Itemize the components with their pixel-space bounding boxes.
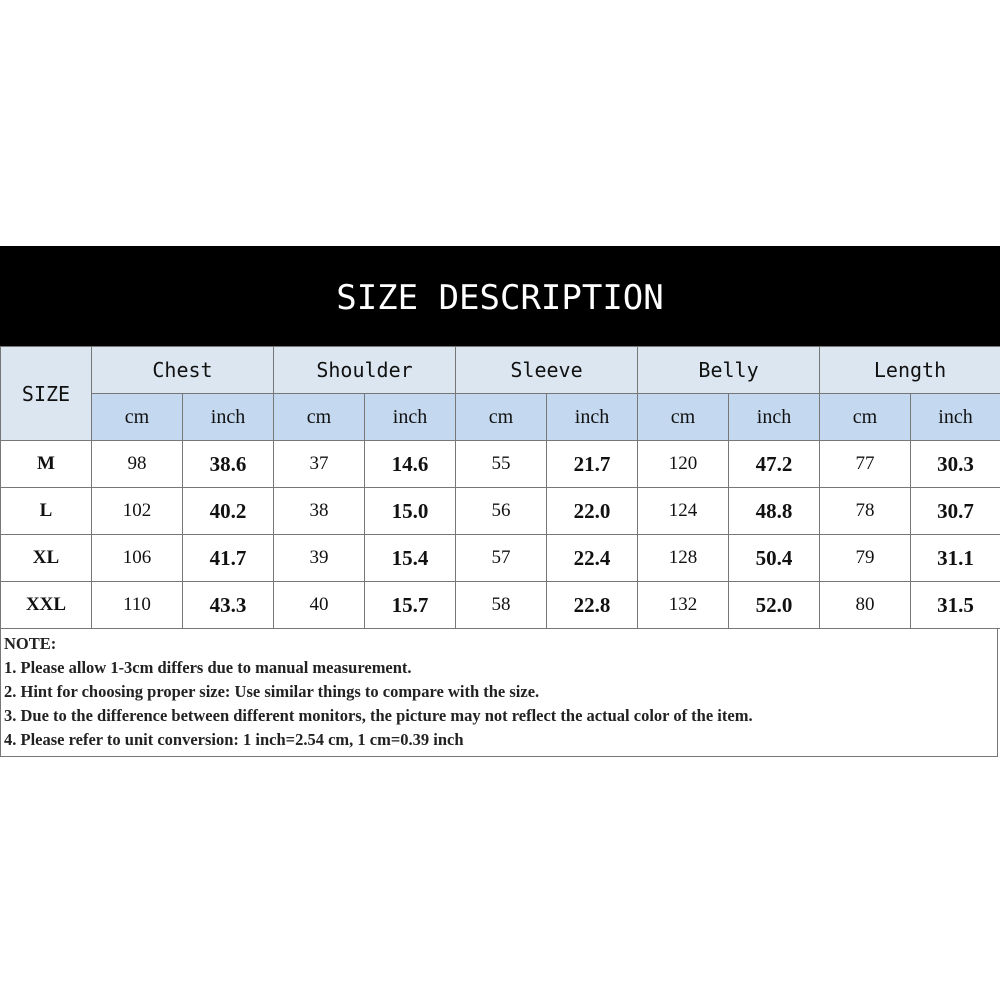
value-cell: 50.4 (729, 535, 820, 582)
value-cell: 79 (820, 535, 911, 582)
group-header-shoulder: Shoulder (274, 347, 456, 394)
unit-header-inch: inch (183, 394, 274, 441)
unit-header-inch: inch (365, 394, 456, 441)
value-cell: 38 (274, 488, 365, 535)
note-line: 2. Hint for choosing proper size: Use similar things to compare with the size. (4, 682, 540, 701)
value-cell: 47.2 (729, 441, 820, 488)
value-cell: 43.3 (183, 582, 274, 629)
unit-header-cm: cm (274, 394, 365, 441)
value-cell: 132 (638, 582, 729, 629)
value-cell: 120 (638, 441, 729, 488)
value-cell: 128 (638, 535, 729, 582)
table-row (1, 582, 1000, 629)
unit-header-inch: inch (911, 394, 1000, 441)
value-cell: 58 (456, 582, 547, 629)
value-cell: 41.7 (183, 535, 274, 582)
table-row (1, 535, 1000, 582)
group-header-length: Length (820, 347, 1000, 394)
value-cell: 102 (92, 488, 183, 535)
note-line: 4. Please refer to unit conversion: 1 inch=2.54 cm, 1 cm=0.39 inch (4, 730, 464, 749)
value-cell: 78 (820, 488, 911, 535)
size-cell: M (1, 441, 92, 488)
value-cell: 80 (820, 582, 911, 629)
value-cell: 77 (820, 441, 911, 488)
value-cell: 52.0 (729, 582, 820, 629)
notes-heading: NOTE: (4, 634, 57, 653)
value-cell: 110 (92, 582, 183, 629)
unit-header-cm: cm (92, 394, 183, 441)
size-table (0, 346, 1000, 629)
value-cell: 15.0 (365, 488, 456, 535)
unit-header-cm: cm (456, 394, 547, 441)
value-cell: 21.7 (547, 441, 638, 488)
notes-box (0, 629, 998, 757)
value-cell: 15.4 (365, 535, 456, 582)
size-cell: XL (1, 535, 92, 582)
title-bar (0, 246, 1000, 346)
value-cell: 57 (456, 535, 547, 582)
value-cell: 40 (274, 582, 365, 629)
value-cell: 40.2 (183, 488, 274, 535)
value-cell: 39 (274, 535, 365, 582)
size-column-header: SIZE (1, 347, 92, 441)
size-cell: L (1, 488, 92, 535)
group-header-chest: Chest (92, 347, 274, 394)
value-cell: 22.8 (547, 582, 638, 629)
value-cell: 55 (456, 441, 547, 488)
value-cell: 14.6 (365, 441, 456, 488)
group-header-belly: Belly (638, 347, 820, 394)
value-cell: 31.1 (911, 535, 1000, 582)
size-chart (0, 246, 1000, 757)
value-cell: 38.6 (183, 441, 274, 488)
unit-header-cm: cm (820, 394, 911, 441)
note-line: 3. Due to the difference between different monitors, the picture may not reflect the actual color of the item. (4, 706, 753, 725)
table-row (1, 488, 1000, 535)
value-cell: 22.4 (547, 535, 638, 582)
unit-header-inch: inch (729, 394, 820, 441)
table-row (1, 441, 1000, 488)
value-cell: 106 (92, 535, 183, 582)
value-cell: 56 (456, 488, 547, 535)
note-line: 1. Please allow 1-3cm differs due to manual measurement. (4, 658, 412, 677)
value-cell: 30.3 (911, 441, 1000, 488)
value-cell: 30.7 (911, 488, 1000, 535)
value-cell: 15.7 (365, 582, 456, 629)
chart-title: SIZE DESCRIPTION (336, 278, 664, 318)
unit-header-cm: cm (638, 394, 729, 441)
value-cell: 48.8 (729, 488, 820, 535)
value-cell: 37 (274, 441, 365, 488)
value-cell: 22.0 (547, 488, 638, 535)
value-cell: 31.5 (911, 582, 1000, 629)
group-header-sleeve: Sleeve (456, 347, 638, 394)
unit-header-inch: inch (547, 394, 638, 441)
value-cell: 98 (92, 441, 183, 488)
value-cell: 124 (638, 488, 729, 535)
size-cell: XXL (1, 582, 92, 629)
